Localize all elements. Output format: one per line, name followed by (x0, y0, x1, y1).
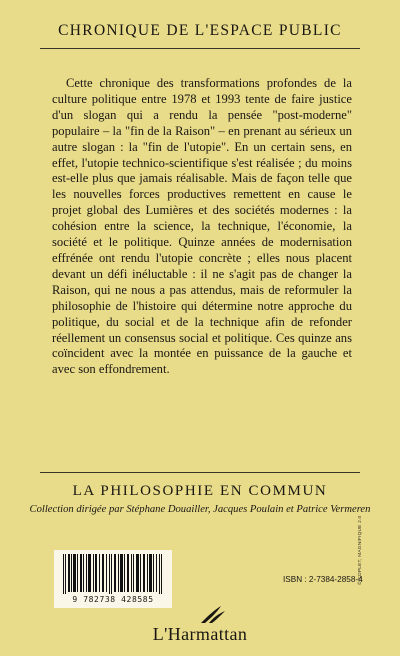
barcode-panel (54, 550, 172, 608)
blurb-text: Cette chronique des transformations profondes de la culture politique entre 1978 et 1993 tente de faire justice d'un slogan qui a rendu la pensée "post-moderne" populaire – la "fin de la Raison" – en prenant au sérieux un autre slogan : la "fin de l'utopie". En un certain sens, en effet, l'utopie technico-scientifique s'est réalisée ; du moins est-elle plus que jamais réalisable. Mais de façon telle que les nouvelles forces productives remettent en cause le projet global des Lumières et des sociétés modernes : la cohésion entre la science, la technique, l'économie, la société et le politique. Quinze années de modernisation effrénée ont rendu l'utopie concrète ; elles nous placent devant un défi inéluctable : il ne s'agit pas de changer la Raison, qui ne nous a pas attendus, mais de reformuler la philosophie de l'histoire qui détermine notre approche du politique, du social et de la technique afin de refonder réellement un consensus social et politique. Ces quinze ans coïncident avec la montée en puissance de la gauche et avec son effondrement. (52, 76, 352, 377)
barcode-icon (63, 554, 163, 594)
vertical-credit: © COPLET, MAGNIFIQUE 2.0 (358, 515, 363, 585)
publisher-name (0, 624, 400, 645)
harmattan-logo-icon (199, 603, 227, 625)
title-rule (40, 48, 360, 49)
publisher-rest: armattan (181, 624, 248, 644)
barcode-number: 9 782738 428585 (72, 595, 154, 604)
publisher-prefix: L' (152, 624, 168, 644)
publisher-initial: H (167, 624, 182, 644)
isbn: ISBN : 2-7384-2858-4 (283, 575, 363, 584)
series-rule (40, 472, 360, 473)
series-name: LA PHILOSOPHIE EN COMMUN (72, 483, 328, 499)
series-credits: Collection dirigée par Stéphane Douailler, Jacques Poulain et Patrice Vermeren (29, 504, 371, 515)
book-title: CHRONIQUE DE L'ESPACE PUBLIC (58, 22, 342, 39)
